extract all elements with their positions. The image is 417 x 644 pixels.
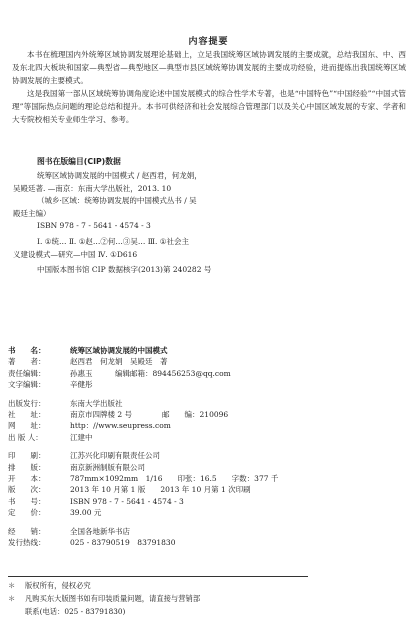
price-label: 定 价：: [8, 508, 46, 518]
printer-value: 江苏兴化印刷有限责任公司: [70, 451, 160, 461]
book-title: 统筹区域协调发展的中国模式: [70, 346, 168, 355]
typeset-row: [8, 462, 408, 473]
publisher-person-value: 江建中: [70, 432, 93, 442]
summary-paragraph-2: 这是我国第一部从区域统筹协调角度论述中国发展模式的综合性学术专著，也是“中国特色”“中国经验”“中国式管理”等国际热点问题的理论总结和提升。本书可供经济和社会发展综合管理部门以及关心中国区域发展的专家、学者和大专院校相关专业师生学习、参考。: [12, 89, 406, 124]
summary-abstract: [12, 48, 406, 126]
website-row: [8, 420, 408, 431]
publisher-person-row: [8, 432, 408, 443]
format-value: 787mm×1092mm 1/16 印张：16.5 字数：377 千: [70, 474, 279, 484]
copyright-notice: 版权所有，侵权必究: [25, 581, 91, 590]
price-row: [8, 507, 408, 518]
printer-label: 印 刷：: [8, 451, 46, 461]
editor-value: 孙惠玉 编辑邮箱：894456253@qq.com: [70, 368, 231, 378]
typeset-value: 南京新洲制版有限公司: [70, 462, 145, 472]
address-label: 社 址：: [8, 410, 46, 420]
distributor-value: 全国各地新华书店: [70, 526, 130, 536]
edition-value: 2013 年 10 月第 1 版 2013 年 10 月第 1 次印刷: [70, 485, 251, 495]
asterisk-icon: ＊: [8, 581, 16, 590]
notice-item: [8, 593, 408, 606]
text-editor-value: 辛健彤: [70, 380, 93, 390]
price-value: 39.00 元: [70, 508, 102, 518]
book-title-label: 书 名：: [8, 346, 46, 355]
isbn-value: ISBN 978 - 7 - 5641 - 4574 - 3: [70, 496, 184, 506]
editor-label: 责任编辑：: [8, 368, 46, 378]
cip-line: 吴殿廷著. —南京：东南大学出版社，2013. 10: [13, 183, 172, 193]
format-label: 开 本：: [8, 474, 46, 484]
hotline-value: 025 - 83790519 83791830: [70, 538, 176, 548]
text-editor-label: 文字编辑：: [8, 380, 46, 390]
divider-rule: [8, 576, 308, 577]
text-editor-row: [8, 379, 408, 390]
publisher-row: [8, 398, 408, 409]
author-value: 赵西君 何龙娟 吴殿廷 著: [70, 357, 168, 367]
notice-item: [8, 606, 408, 619]
cip-line: 义建设模式—研究—中国 Ⅳ. ①D616: [13, 249, 138, 259]
cip-line: Ⅰ. ①统… Ⅱ. ①赵…②何…③吴… Ⅲ. ①社会主: [37, 236, 190, 246]
author-row: [8, 356, 408, 367]
asterisk-icon: ＊: [8, 593, 16, 603]
summary-paragraph-1: 本书在梳理国内外统筹区域协调发展理论基础上，立足我国统筹区域协调发展的主要成就，总结我国东、中、西及东北四大板块和国家—典型省—典型地区—典型市县区域统筹协调发展的主要成功经验，进而提炼出我国统筹区域协调发展的主要模式。: [12, 50, 406, 85]
cip-isbn: ISBN 978 - 7 - 5641 - 4574 - 3: [37, 221, 151, 231]
address-value: 南京市四牌楼 2 号 邮 编：210096: [70, 410, 229, 420]
quality-notice: 凡购买东大版图书如有印装质量问题，请直接与营销部: [25, 593, 201, 603]
cip-line: （城乡·区域：统筹协调发展的中国模式丛书 / 吴: [37, 196, 197, 206]
distributor-label: 经 销：: [8, 526, 46, 536]
format-row: [8, 473, 408, 484]
website-label: 网 址：: [8, 421, 46, 431]
isbn-row: [8, 496, 408, 507]
notice-block: [8, 580, 408, 618]
author-label: 著 者：: [8, 357, 46, 367]
contact-phone: 联系(电话：025 - 83791830): [25, 606, 126, 616]
cip-catalog-number: 中国版本图书馆 CIP 数据核字(2013)第 240282 号: [37, 265, 212, 275]
hotline-label: 发行热线：: [8, 538, 46, 548]
cip-record: [13, 170, 373, 277]
printer-row: [8, 450, 408, 461]
cip-line: 统筹区域协调发展的中国模式 / 赵西君，何龙娟，: [37, 171, 202, 180]
typeset-label: 排 版：: [8, 462, 46, 472]
publisher-value: 东南大学出版社: [70, 398, 123, 408]
cip-line: 殿廷主编）: [13, 208, 51, 218]
website-value: http：//www.seupress.com: [70, 421, 171, 431]
hotline-row: [8, 537, 408, 548]
address-row: [8, 409, 408, 420]
publisher-label: 出版发行：: [8, 398, 46, 408]
publisher-person-label: 出 版 人：: [8, 432, 43, 442]
notice-item: [8, 580, 408, 593]
edition-label: 版 次：: [8, 485, 46, 495]
distributor-row: [8, 526, 408, 537]
edition-row: [8, 484, 408, 495]
isbn-label: 书 号：: [8, 496, 46, 506]
book-info: [8, 345, 408, 549]
summary-title: 内容提要: [188, 37, 229, 47]
editor-row: [8, 368, 408, 379]
cip-heading: 图书在版编目(CIP)数据: [37, 157, 121, 166]
book-title-row: [8, 345, 408, 356]
